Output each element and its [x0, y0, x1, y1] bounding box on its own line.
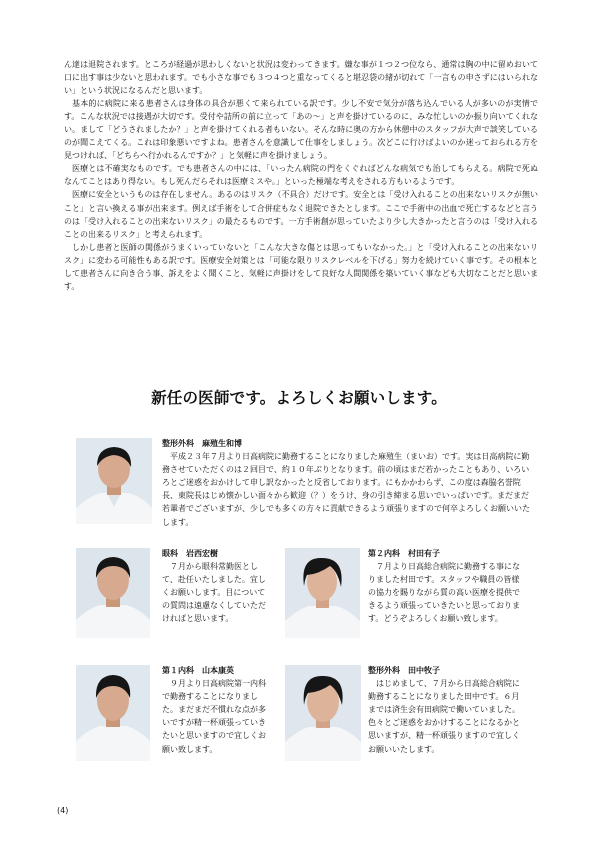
doctor-5-text: はじめまして、７月から日高総合病院に勤務することになりました田中です。６月までは済生会有田病院で働いていました。色々とご迷惑をおかけすることになるかと思いますが、精一杯頑張りますので宜しくお願いいたします。: [368, 679, 520, 754]
doctor-3-heading: 第２内科 村田有子: [368, 549, 440, 558]
section-title: 新任の医師です。よろしくお願いします。: [151, 389, 447, 407]
doctor-4-text: ９月より日高病院第一内科で勤務することになりました。まだまだ不慣れな点が多いですが精一杯頑張っていきたいと思いますので宜しくお願い致します。: [162, 679, 266, 754]
doctor-2-text: ７月から眼科常勤医として、赴任いたしました。宜しくお願いします。目についての質問は遠慮なくしていただければと思います。: [162, 562, 266, 624]
doctor-1-card: [162, 437, 532, 529]
doctor-5-photo: [285, 665, 361, 761]
doctor-2-heading: 眼科 岩西宏樹: [162, 549, 218, 558]
doctor-4-photo: [76, 665, 150, 761]
intro-paragraph-5: しかし患者と医師の関係がうまくいっていないと「こんな大きな傷とは思ってもいなかった。」と「受け入れることの出来ないリスク」に変わる可能性もある訳です。医療安全対策とは「可能な限りリスクレベルを下げる」努力を続けていく事です。その根本として患者さんに向き合う事、訴えをよく聞くこと、気軽に声掛けをして良好な人間関係を築いていく事なども大切なことだと思います。: [64, 242, 538, 291]
page-number: (4): [57, 806, 69, 815]
doctor-2-card: [162, 547, 266, 626]
intro-text: [64, 58, 538, 293]
intro-paragraph-2: 基本的に病院に来る患者さんは身体の具合が悪くて来られている訳です。少し不安で気分が落ち込んでいる人が多いのが実情です。こんな状況では接遇が大切です。受付や詰所の前に立って「あの〜」と声を掛けているのに、みな忙しいのか振り向いてくれない。まして「どうされましたか？」と声を掛けてくれる者もいない。そんな時に奥の方から休憩中のスタッフが大声で談笑しているのが聞こえてくる。これは印象悪いですよね。患者さんを意識して仕事をしましょう。次どこに行けばよいのか迷っておられる方を見つければ、「どちらへ行かれるんですか？」と気軽に声を掛けましょう。: [64, 99, 538, 161]
doctor-5-heading: 整形外科 田中牧子: [368, 666, 440, 675]
doctor-1-photo: [76, 438, 152, 524]
doctor-3-card: [368, 547, 524, 626]
intro-paragraph-3: 医療とは不確実なものです。でも患者さんの中には、「いったん病院の門をくぐればどんな病気でも治してもらえる。病院で死ぬなんてことはあり得ない。もし死んだらそれは医療ミスや。」といった極端な考えをされる方もいるようです。: [64, 164, 538, 187]
intro-paragraph-1: ん達は退院されます。ところが経過が思わしくないと状況は変わってきます。嫌な事が１つ２つ位なら、通常は胸の中に留めおいて口に出す事は少ないと思われます。でも小さな事でも３つ４つと重なってくると堪忍袋の緒が切れて「一言もの申さずにはいられない」という状況になるんだと思います。: [64, 60, 538, 96]
doctor-1-heading: 整形外科 麻殖生和博: [162, 439, 242, 448]
intro-paragraph-4: 医療に安全というものは存在しません。あるのはリスク（不具合）だけです。安全とは「受け入れることの出来ないリスクが無いこと」と言い換える事が出来ます。例えば手術をして合併症もなく退院できたとします。ここで手術中の出血で死亡するなどと言うのは「受け入れることの出来ないリスク」の最たるものです。一方手術創が思っていたより少し大きかったと言うのは「受け入れることの出来るリスク」と考えられます。: [64, 190, 538, 239]
doctor-1-text: 平成２３年７月より日高病院に勤務することになりました麻殖生（まいお）です。実は日高病院に勤務させていただくのは２回目で、約１０年ぶりとなります。前の頃はまだ若かったこともあり、いろいろとご迷惑をおかけして申し訳なかったと反省しております。にもかかわらず、この度は森脇名誉院長、東院長はじめ懐かしい面々から歓迎（？）をうけ、身の引き締まる思いでいっぱいです。まだまだ若輩者でございますが、少しでも多くの方々に貢献できるよう頑張りますので何卒よろしくお願いいたします。: [162, 452, 530, 527]
doctor-4-card: [162, 664, 266, 756]
doctor-2-photo: [76, 548, 150, 638]
doctor-5-card: [368, 664, 526, 756]
doctor-4-heading: 第１内科 山本康英: [162, 666, 234, 675]
doctor-3-text: ７月より日高総合病院に勤務する事になりました村田です。スタッフや職員の皆様の協力を賜りながら質の高い医療を提供できるよう頑張っていきたいと思っております。どうぞよろしくお願い致します。: [368, 562, 520, 624]
doctor-3-photo: [285, 548, 360, 638]
